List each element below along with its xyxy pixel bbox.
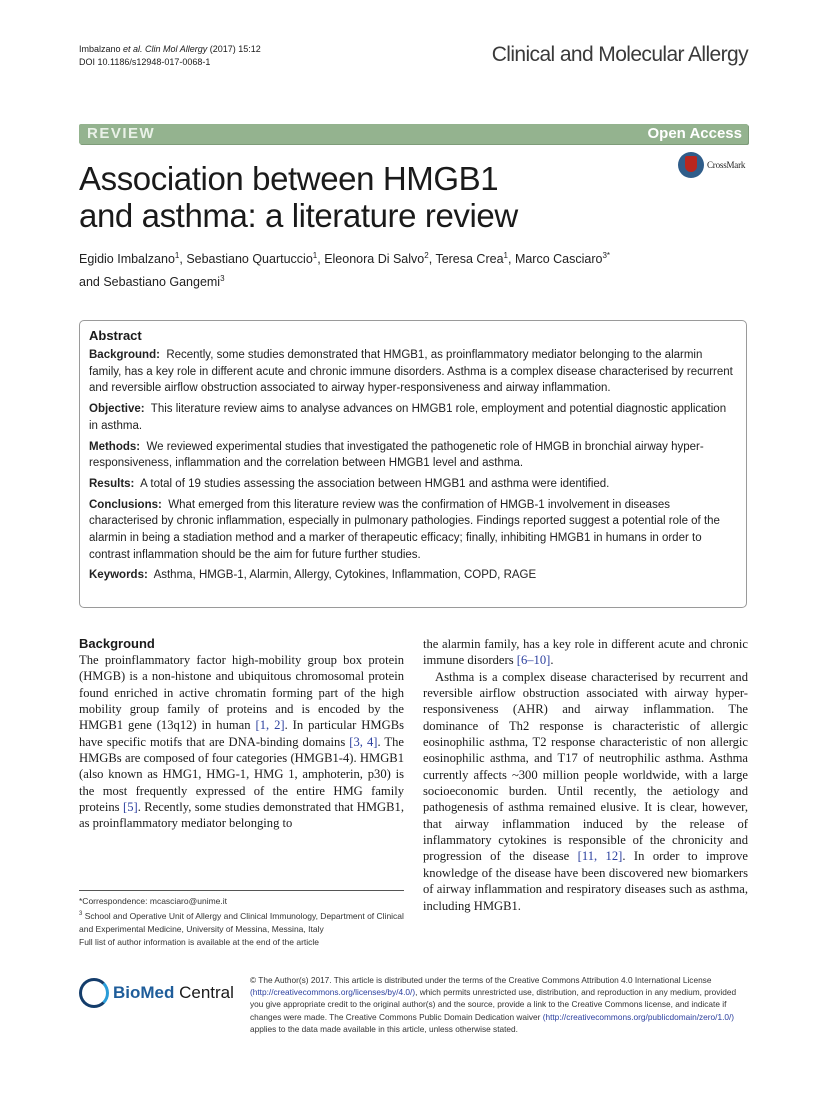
- article-type-label: REVIEW: [87, 125, 156, 142]
- abstract-objective: Objective: This literature review aims to analyse advances on HMGB1 role, employment and potential diagnostic application in asthma.: [89, 403, 727, 432]
- abstract-background: Background: Recently, some studies demonstrated that HMGB1, as proinflammatory mediator belonging to the alarmin family, has a key role in different acute and chronic immune disorders. Asthma is a complex disease characterised by recurrent and reversible airflow obstruction associated to airway hyper-responsiveness and airway inflammation.: [89, 349, 733, 395]
- body-column-left: [79, 636, 404, 832]
- footnotes: [79, 890, 404, 949]
- biomed-central-logo-icon: [79, 978, 109, 1008]
- author-corresponding: Marco Casciaro$^{3*}$: [514, 251, 611, 267]
- doi: DOI 10.1186/s12948-017-0068-1: [79, 57, 211, 67]
- author: Egidio Imbalzano$^1$: [79, 251, 180, 267]
- article-title: Association between HMGB1 and asthma: a literature review: [79, 160, 518, 234]
- correspondence: *Correspondence: mcasciaro@unime.it: [79, 896, 227, 906]
- journal-name: Clinical and Molecular Allergy: [491, 43, 748, 66]
- crossmark-button[interactable]: CrossMark: [678, 152, 745, 178]
- section-heading-background: Background: [79, 636, 155, 651]
- publisher-logo: BioMed Central: [79, 978, 234, 1008]
- author: Teresa Crea$^1$: [435, 251, 508, 267]
- cc-by-license-link[interactable]: (http://creativecommons.org/licenses/by/4.0/): [250, 987, 416, 998]
- article-type-banner: [79, 124, 748, 144]
- affiliation: $^3$ School and Operative Unit of Allergy and Clinical Immunology, Department of Clinical and Experimental Medicine, University of Messina, Messina, Italy: [79, 910, 404, 934]
- body-paragraph: Asthma is a complex disease characterised by recurrent and reversible airflow obstruction associated with airway hyper-responsiveness (AHR) and airway inflammation. The dominance of Th2 response is characteristic of allergic eosinophilic asthma, T2 response characteristic of non allergic eosinophilic asthma, and T17 of neutrophilic asthma. Asthma currently affects ~300 million people worldwide, with a large socioeconomic burden. Until recently, the aetiology and pathogenesis of asthma remained elusive. It is clear, however, that airway inflammation induced by the release of inflammatory cytokines is responsible of the chronicity and progression of the disease [11, 12]. In order to improve knowledge of the disease have been discovered new biomarkers of airway inflammation and respiratory diseases such as asthma, including HMGB1.: [423, 669, 748, 913]
- running-head: [79, 43, 261, 69]
- citation-link[interactable]: [11, 12]: [577, 849, 623, 864]
- author: Eleonora Di Salvo$^2$: [324, 251, 429, 267]
- author: Sebastiano Gangemi$^3$: [103, 274, 225, 290]
- citation-line: Imbalzano et al. Clin Mol Allergy (2017) 15:12: [79, 44, 261, 54]
- crossmark-icon: [678, 152, 704, 178]
- author-list: Egidio Imbalzano$^1$, Sebastiano Quartuccio$^1$, Eleonora Di Salvo$^2$, Teresa Crea$^1$, Marco Casciaro$^{3*}$ and Sebastiano Gangemi$^3$: [79, 251, 611, 290]
- body-paragraph: The proinflammatory factor high-mobility group box protein (HMGB) is a non-histone and ubiquitous chromosomal protein found enriched in active chromatin forming part of the high mobility group family of proteins and is encoded by the HMGB1 gene (13q12) in human [1, 2]. In particular HMGBs have specific motifs that are DNA-binding domains [3, 4]. The HMGBs are composed of four categories (HMGB1-4). HMGB1 (also known as HMG1, HMG-1, HMG 1, amphoterin, p30) is the most frequently expressed of the entire HMG family proteins [5]. Recently, some studies demonstrated that HMGB1, as proinflammatory mediator belonging to: [79, 653, 404, 831]
- citation-link[interactable]: [5]: [123, 800, 138, 815]
- abstract-box: [79, 320, 747, 608]
- body-column-right: [423, 636, 748, 914]
- license-statement: © The Author(s) 2017. This article is distributed under the terms of the Creative Commons Attribution 4.0 International License (http://creativecommons.org/licenses/by/4.0/), which permits unrestricted use, distribution, and reproduction in any medium, provided you give appropriate credit to the original author(s) and the source, provide a link to the Creative Commons license, and indicate if changes were made. The Creative Commons Public Domain Dedication waiver (http://creativecommons.org/publicdomain/zero/1.0/) applies to the data made available in this article, unless otherwise stated.: [250, 975, 737, 1034]
- abstract-conclusions: Conclusions: What emerged from this literature review was the confirmation of HMGB-1 involvement in diseases characterised by chronic inflammation, especially in pulmonary pathologies. Findings reported suggest a potential role of the alarmin in being a stadiation method and a marker of therapeutic efficacy; finally, inhibiting HMGB1 in humans in order to contrast inflammation should be the aim for future further studies.: [89, 498, 720, 561]
- body-paragraph: the alarmin family, has a key role in different acute and chronic immune disorders [6–10].: [423, 637, 748, 668]
- author-info-note: Full list of author information is available at the end of the article: [79, 936, 320, 947]
- citation-link[interactable]: [6–10]: [516, 653, 551, 668]
- open-access-label: Open Access: [647, 125, 742, 142]
- abstract-heading: Abstract: [89, 328, 142, 343]
- abstract-results: Results: A total of 19 studies assessing the association between HMGB1 and asthma were identified.: [89, 477, 610, 490]
- abstract-methods: Methods: We reviewed experimental studies that investigated the pathogenetic role of HMGB in bronchial airway hyper-responsiveness, inflammation and the correlation between HMGB1 level and asthma.: [89, 440, 704, 470]
- citation-link[interactable]: [1, 2]: [255, 718, 285, 733]
- author: Sebastiano Quartuccio$^1$: [186, 251, 318, 267]
- citation-link[interactable]: [3, 4]: [349, 734, 378, 749]
- abstract-keywords: Keywords: Asthma, HMGB-1, Alarmin, Allergy, Cytokines, Inflammation, COPD, RAGE: [89, 569, 537, 582]
- cc-zero-waiver-link[interactable]: (http://creativecommons.org/publicdomain/zero/1.0/): [542, 1011, 735, 1022]
